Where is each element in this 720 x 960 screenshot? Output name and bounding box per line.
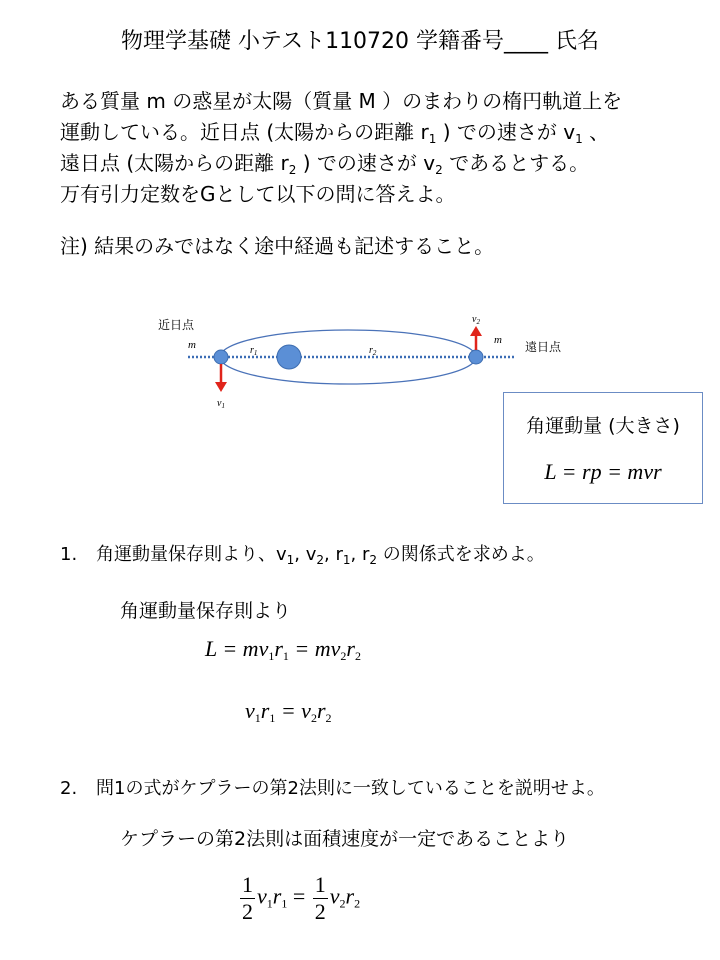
mass-label-left: m [188,339,196,351]
box-formula: L = rp = mvr [544,459,662,484]
problem-line-3: 遠日点 (太陽からの距離 $r_2$ ) での速さが $v_2$ であるとする。 [60,151,590,177]
r1-label: $r_1$ [250,345,258,357]
problem-line-1: ある質量 m の惑星が太陽（質量 M ）のまわりの楕円軌道上を [60,89,623,113]
v2-label: $v_2$ [472,314,480,326]
fraction-right: $\frac{1}{2}$ [314,872,326,924]
perihelion-label: 近日点 [158,318,195,332]
problem-line-2: 運動している。近日点 (太陽からの距離 $r_1$ ) での速さが $v_1$ 、 [60,120,610,146]
page-title: 物理学基礎 小テスト110720 学籍番号____ 氏名 [120,29,600,54]
planet-perihelion [214,350,228,364]
q2-answer-intro: ケプラーの第2法則は面積速度が一定であることより [120,828,570,850]
question-1-number: 1. [60,544,78,565]
q2-equation: $\frac{1}{2}$ $v_1r_1$ = $\frac{1}{2}$ $v_2r_2$ [242,872,361,924]
problem-line-4: 万有引力定数をGとして以下の問に答えよ。 [60,182,456,206]
question-2: 2. 問1の式がケプラーの第2法則に一致していることを説明せよ。 [60,778,605,799]
question-1: 1. 角運動量保存則より、$v_1$, $v_2$, $r_1$, $r_2$ の関係式を求めよ。 [60,544,545,567]
fraction-left: $\frac{1}{2}$ [242,872,253,924]
question-2-number: 2. [60,778,78,799]
problem-note: 注) 結果のみではなく途中経過も記述すること。 [60,234,495,258]
sun [277,345,301,369]
q1-answer-intro: 角運動量保存則より [120,600,292,622]
planet-aphelion [469,350,483,364]
v1-label: $v_1$ [217,398,225,410]
angular-momentum-box [503,392,703,504]
r2-label: $r_2$ [369,345,377,357]
v1-arrow-head [215,382,227,392]
aphelion-label: 遠日点 [525,340,562,354]
mass-label-right: m [494,334,502,346]
problem-statement [60,86,622,210]
box-title: 角運動量 (大きさ) [526,415,680,437]
v2-arrow-head [470,326,482,336]
q1-equation-2: $v_1r_1 = v_2r_2$ [245,698,332,725]
q1-equation-1: $L = mv_1r_1 = mv_2r_2$ [205,636,361,663]
